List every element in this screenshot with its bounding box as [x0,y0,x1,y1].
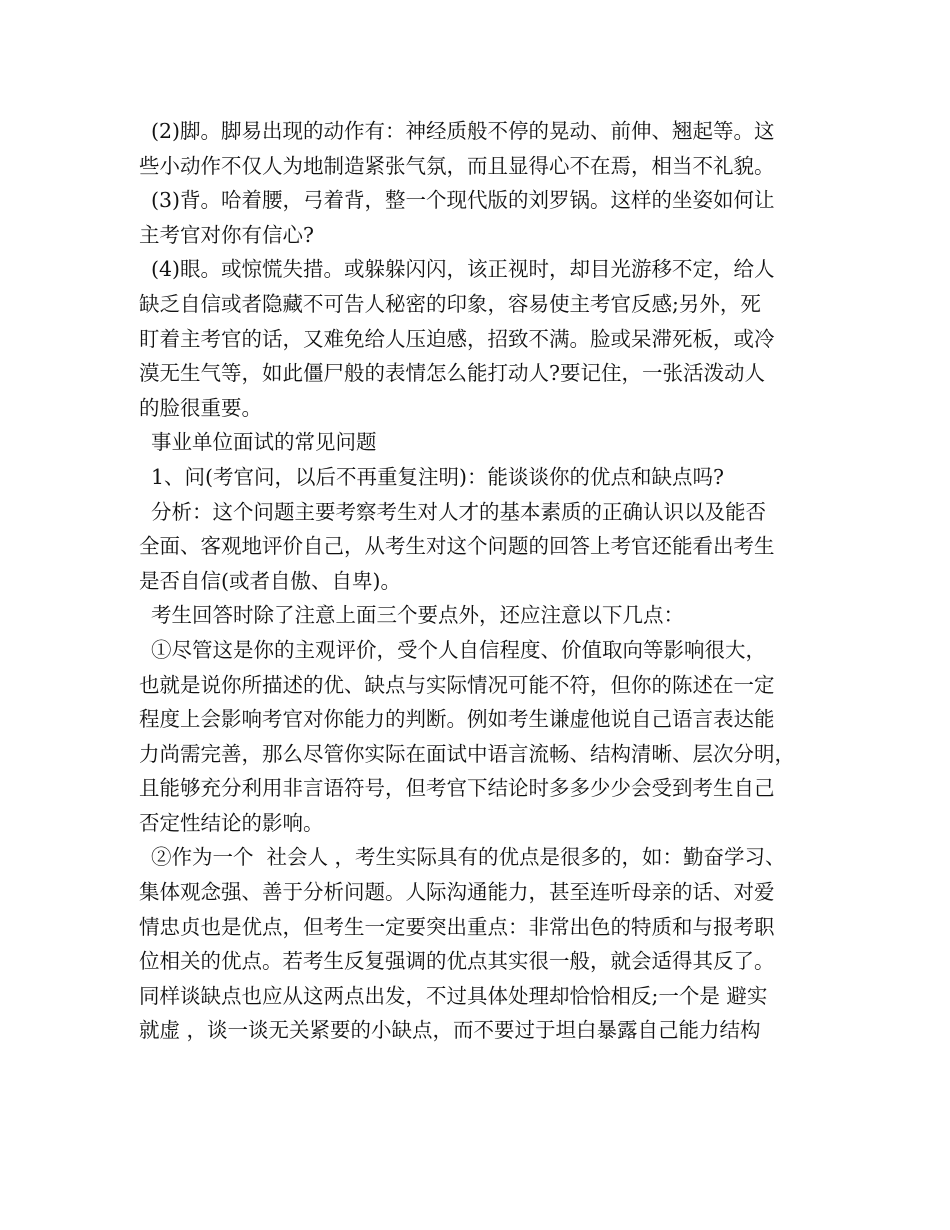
text-line: 主考官对你有信心? [139,222,314,247]
text-line: (4)眼。或惊慌失措。或躲躲闪闪，该正视时，却目光游移不定，给人 [151,257,775,282]
text-line: 也就是说你所描述的优、缺点与实际情况可能不符，但你的陈述在一定 [139,672,775,697]
text-line: 程度上会影响考官对你能力的判断。例如考生谦虚他说自己语言表达能 [139,707,775,732]
text-line: 缺乏自信或者隐藏不可告人秘密的印象，容易使主考官反感;另外，死 [139,291,761,316]
text-line: 事业单位面试的常见问题 [151,430,377,455]
text-line: 的脸很重要。 [139,395,262,420]
text-line: 盯着主考官的话，又难免给人压迫感，招致不满。脸或呆滞死板，或冷 [139,326,775,351]
text-line: 全面、客观地评价自己，从考生对这个问题的回答上考官还能看出考生 [139,534,775,559]
text-line: 力尚需完善，那么尽管你实际在面试中语言流畅、结构清晰、层次分明， [139,741,795,766]
text-line: ②作为一个 社会人 ，考生实际具有的优点是很多的，如：勤奋学习、 [151,845,786,870]
text-line: 1、问(考官问，以后不再重复注明)：能谈谈你的优点和缺点吗? [151,464,725,489]
text-line: ①尽管这是你的主观评价，受个人自信程度、价值取向等影响很大， [151,637,766,662]
text-line: 同样谈缺点也应从这两点出发，不过具体处理却恰恰相反;一个是 避实 [139,983,768,1008]
text-line: 是否自信(或者自傲、自卑)。 [139,568,401,593]
text-line: 否定性结论的影响。 [139,810,324,835]
text-line: (2)脚。脚易出现的动作有：神经质般不停的晃动、前伸、翘起等。这 [151,119,775,143]
text-line: 就虚 ，谈一谈无关紧要的小缺点，而不要过于坦白暴露自己能力结构 [139,1018,761,1043]
text-line: 集体观念强、善于分析问题。人际沟通能力，甚至连听母亲的话、对爱 [139,880,775,905]
text-line: 且能够充分利用非言语符号，但考官下结论时多多少少会受到考生自己 [139,776,775,801]
document-body-text [139,114,829,1048]
text-line: 考生回答时除了注意上面三个要点外，还应注意以下几点： [151,603,684,628]
text-line: 漠无生气等，如此僵尸般的表情怎么能打动人?要记住，一张活泼动人 [139,361,765,386]
text-line: 情忠贞也是优点，但考生一定要突出重点：非常出色的特质和与报考职 [139,914,775,939]
text-line: 些小动作不仅人为地制造紧张气氛，而且显得心不在焉，相当不礼貌。 [139,153,775,178]
text-line: (3)背。哈着腰，弓着背，整一个现代版的刘罗锅。这样的坐姿如何让 [151,188,775,213]
text-line: 分析：这个问题主要考察考生对人才的基本素质的正确认识以及能否 [151,499,766,524]
text-line: 位相关的优点。若考生反复强调的优点其实很一般，就会适得其反了。 [139,949,775,974]
